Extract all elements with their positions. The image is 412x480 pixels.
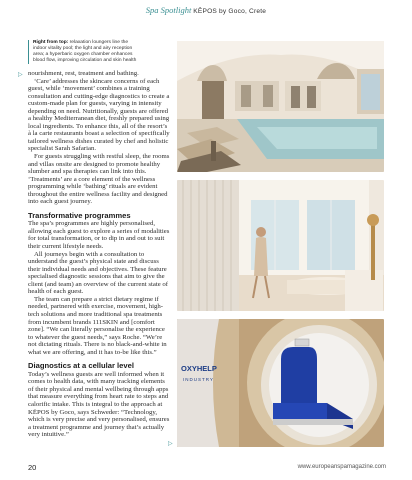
caption-line: area; a hyperbaric oxygen chamber enhances xyxy=(33,52,133,57)
chamber-brand-line2: INDUSTRY xyxy=(183,377,214,382)
section-heading: Transformative programmes xyxy=(28,210,131,220)
caption-line: relaxation loungers line the xyxy=(69,40,129,45)
header-title: KĒPOS by Goco, Crete xyxy=(193,8,267,15)
body-paragraph: For guests struggling with restful sleep, the rooms and villas onsite are designed to promote healthy slumber and spa therapies can link into this. ‘Treatments’ are a core element of the wellness programming while ‘bathing’ rituals are evident throughout the entire wellness facility and designed into each guest journey. xyxy=(28,153,170,206)
pool-photo xyxy=(177,41,384,172)
hyperbaric-chamber-photo xyxy=(177,319,384,447)
chamber-illustration xyxy=(177,319,384,447)
continued-arrow-icon: ▷ xyxy=(18,71,23,78)
body-paragraph: The team can prepare a strict dietary regime if needed, partnered with exercise, movement, high-tech solutions and more traditional spa treatments from incumbent brands 111SKIN and [comfort zone]. “We can literally personalise the experience to whatever the guest needs,” says Roche. “We’re not dictating rituals. There is no black-and-white in what we are offering, and it has to-be like this.” xyxy=(28,295,167,356)
reception-illustration xyxy=(177,180,384,311)
body-paragraph: ‘Care’ addresses the skincare concerns of each guest, while ‘movement’ combines a training consultation and cutting-edge diagnostics to create a custom-made plan for guests, varying in intensity depending on need. Nutritionally, guests are offered a healthy Mediterranean diet, freshly prepared using local ingredients. To enhance this, all of the resort’s à la carte restaurants boast a selection of specifically tailored wellness dishes curated by chef and holistic specialist Sarah Safarian. xyxy=(28,77,170,153)
article-body xyxy=(28,70,171,439)
chamber-brand-line1: OXYHELP xyxy=(181,364,217,373)
pool-illustration xyxy=(177,41,384,172)
section-heading: Diagnostics at a cellular level xyxy=(28,361,134,371)
caption-line: indoor vitality pool; the light and airy reception xyxy=(33,46,133,51)
photo-caption xyxy=(28,40,171,64)
body-paragraph: The spa’s programmes are highly personalised, allowing each guest to explore a series of modalities for total transformation, or to dip in and out to suit their current lifestyle needs. xyxy=(28,220,170,251)
section-kicker: Spa Spotlight xyxy=(145,5,192,15)
body-paragraph: All journeys begin with a consultation to understand the guest’s physical state and discuss their individual needs and objectives. These feature specialised diagnostic sessions that aim to give the client (and team) an overview of the current state of health of each guest. xyxy=(28,250,168,296)
body-paragraph: nourishment, rest, treatment and bathing. xyxy=(28,70,139,77)
page-number: 20 xyxy=(28,463,37,472)
caption-lead: Right from top: xyxy=(33,40,69,45)
magazine-url[interactable]: www.europeanspamagazine.com xyxy=(297,464,386,470)
running-header xyxy=(0,5,412,15)
caption-line: blood flow, improving circulation and skin health xyxy=(33,58,137,63)
reception-photo xyxy=(177,180,384,311)
continued-arrow-icon: ▷ xyxy=(168,440,173,447)
body-paragraph: Today’s wellness guests are well informed when it comes to health data, with many tracking elements of their physical and mental wellbeing through apps that measure everything from heart rate to steps and calorific intake. This is integral to the approach at KĒPOS by Goco, says Schweder: “Technology, which is very precise and very personalised, ensures a treatment programme and journey that’s actually very intuitive.” xyxy=(28,370,170,439)
